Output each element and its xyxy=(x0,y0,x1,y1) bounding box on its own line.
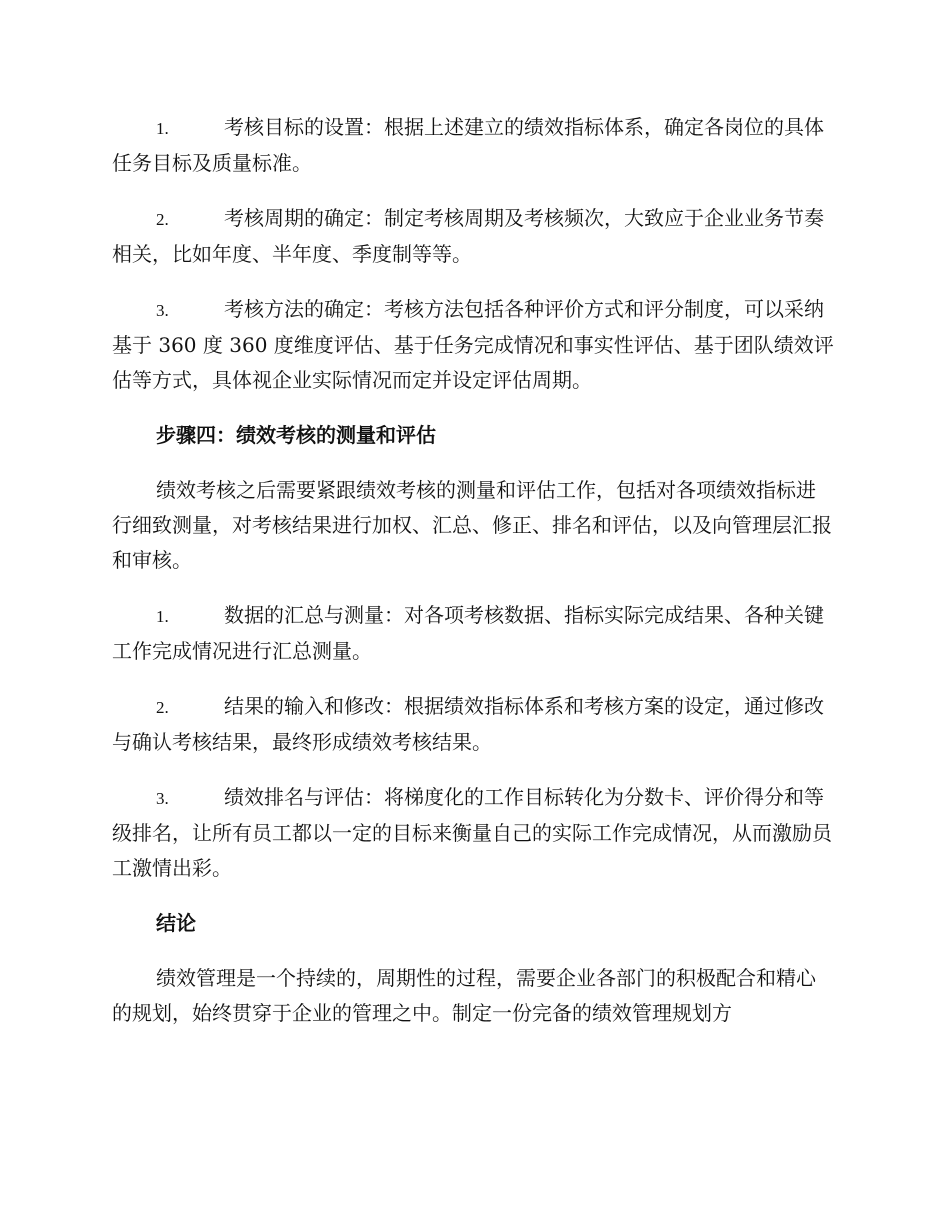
list-number: 1. xyxy=(156,607,169,626)
list-text: 考核方法的确定：考核方法包括各种评价方式和评分制度，可以采纳基于 360 度 360 度维度评估、基于任务完成情况和事实性评估、基于团队绩效评估等方式，具体视企业实际情况而定并设定评估周期。 xyxy=(112,297,834,392)
list-item xyxy=(112,110,834,181)
list-item xyxy=(112,598,834,669)
list-item xyxy=(112,292,834,398)
list-text: 考核目标的设置：根据上述建立的绩效指标体系，确定各岗位的具体任务目标及质量标准。 xyxy=(112,115,824,175)
list-text: 考核周期的确定：制定考核周期及考核频次，大致应于企业业务节奏相关，比如年度、半年度、季度制等等。 xyxy=(112,206,824,266)
list-number: 2. xyxy=(156,210,169,229)
section-heading-step4: 步骤四：绩效考核的测量和评估 xyxy=(156,423,436,447)
list-number: 3. xyxy=(156,789,169,808)
list-text: 结果的输入和修改：根据绩效指标体系和考核方案的设定，通过修改与确认考核结果，最终形成绩效考核结果。 xyxy=(112,694,824,754)
list-number: 2. xyxy=(156,698,169,717)
list-text: 绩效排名与评估：将梯度化的工作目标转化为分数卡、评价得分和等级排名，让所有员工都以一定的目标来衡量自己的实际工作完成情况，从而激励员工激情出彩。 xyxy=(112,785,832,880)
document-body xyxy=(112,110,834,1051)
list-number: 1. xyxy=(156,119,169,138)
list-text: 数据的汇总与测量：对各项考核数据、指标实际完成结果、各种关键工作完成情况进行汇总测量。 xyxy=(112,603,824,663)
list-item xyxy=(112,780,834,886)
list-item xyxy=(112,689,834,760)
section-heading-conclusion: 结论 xyxy=(156,911,196,935)
paragraph-step4-intro: 绩效考核之后需要紧跟绩效考核的测量和评估工作，包括对各项绩效指标进行细致测量，对考核结果进行加权、汇总、修正、排名和评估，以及向管理层汇报和审核。 xyxy=(112,478,832,572)
paragraph-conclusion: 绩效管理是一个持续的，周期性的过程，需要企业各部门的积极配合和精心的规划，始终贯穿于企业的管理之中。制定一份完备的绩效管理规划方 xyxy=(112,966,816,1025)
list-item xyxy=(112,201,834,272)
list-number: 3. xyxy=(156,301,169,320)
